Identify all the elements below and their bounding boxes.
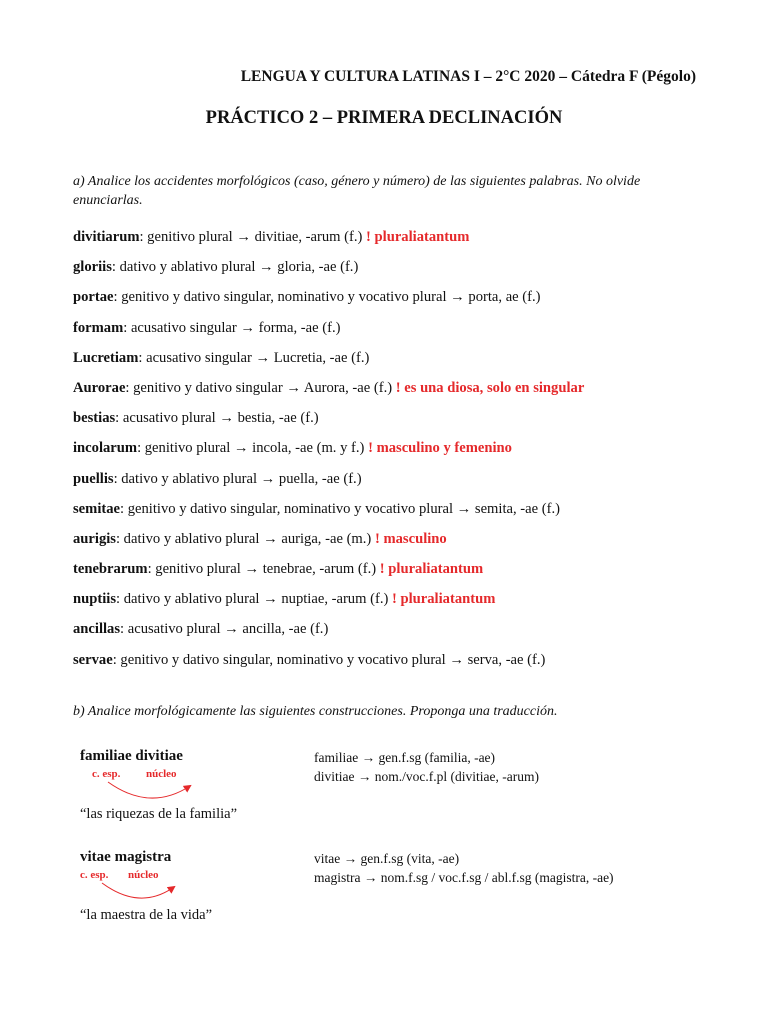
instruction-a: a) Analice los accidentes morfológicos (caso, género y número) de las siguientes palabras. No olvide enunciarlas. <box>73 174 641 208</box>
analysis-line: magistra → nom.f.sg / voc.f.sg / abl.f.sg (magistra, -ae) <box>314 870 614 885</box>
construction-analysis <box>314 849 614 887</box>
entry-analysis: : genitivo y dativo singular, nominativo y vocativo plural → porta, ae (f.) <box>113 289 541 306</box>
entry-word: Lucretiam <box>73 349 139 366</box>
entry-analysis: : dativo y ablativo plural → auriga, -ae (m.) <box>115 530 375 547</box>
entry-analysis: : acusativo plural → bestia, -ae (f.) <box>115 410 319 427</box>
entry-word: nuptiis <box>73 591 116 608</box>
construction-translation: “la maestra de la vida” <box>80 907 213 923</box>
construction-analysis <box>314 748 539 786</box>
entry-analysis: : acusativo plural → ancilla, -ae (f.) <box>120 621 329 638</box>
entry-word: aurigis <box>73 530 116 547</box>
entry-word: tenebrarum <box>73 561 148 578</box>
list-item <box>73 229 723 259</box>
entry-word: portae <box>73 289 114 306</box>
entry-word: servae <box>73 651 113 668</box>
entry-note: ! masculino y femenino <box>368 440 512 457</box>
construction-phrase: vitae magistra <box>80 849 172 865</box>
list-item <box>73 621 723 651</box>
list-item <box>73 652 723 682</box>
entry-word: gloriis <box>73 259 112 276</box>
entries-list <box>73 229 723 682</box>
entry-analysis: : genitivo plural → tenebrae, -arum (f.) <box>147 561 380 578</box>
analysis-line: familiae → gen.f.sg (familia, -ae) <box>314 750 496 765</box>
list-item <box>73 561 723 591</box>
list-item <box>73 410 723 440</box>
entry-word: semitae <box>73 500 121 517</box>
label-nucleus: núcleo <box>146 768 177 780</box>
construction-block <box>80 849 700 939</box>
entry-analysis: : genitivo y dativo singular, nominativo y vocativo plural → serva, -ae (f.) <box>112 651 546 668</box>
entry-analysis: : acusativo singular → Lucretia, -ae (f.) <box>138 349 370 366</box>
list-item <box>73 380 723 410</box>
construction-phrase: familiae divitiae <box>80 748 183 764</box>
entry-note: ! pluraliatantum <box>366 229 470 245</box>
analysis-line: vitae → gen.f.sg (vita, -ae) <box>314 851 460 866</box>
course-header: LENGUA Y CULTURA LATINAS I – 2°C 2020 – Cátedra F (Pégolo) <box>240 68 696 85</box>
list-item <box>73 320 723 350</box>
entry-analysis: : genitivo y dativo singular, nominativo y vocativo plural → semita, -ae (f.) <box>120 500 560 517</box>
list-item <box>73 259 723 289</box>
entry-word: ancillas <box>73 621 121 638</box>
entry-note: ! masculino <box>374 530 447 547</box>
entry-note: ! pluraliatantum <box>391 591 496 608</box>
construction-translation: “las riquezas de la familia” <box>80 806 238 822</box>
construction-block <box>80 748 700 838</box>
entry-analysis: : dativo y ablativo plural → puella, -ae (f.) <box>113 470 362 487</box>
list-item <box>73 289 723 319</box>
entry-word: formam <box>73 319 124 336</box>
label-nucleus: núcleo <box>128 869 159 881</box>
list-item <box>73 591 723 621</box>
entry-note: ! pluraliatantum <box>379 561 484 578</box>
entry-word: puellis <box>73 470 114 487</box>
label-complement: c. esp. <box>92 768 121 780</box>
entry-analysis: : genitivo plural → divitiae, -arum (f.) <box>139 229 367 245</box>
analysis-line: divitiae → nom./voc.f.pl (divitiae, -arum) <box>314 769 539 784</box>
list-item <box>73 501 723 531</box>
entry-word: bestias <box>73 410 116 427</box>
entry-analysis: : genitivo plural → incola, -ae (m. y f.) <box>137 440 369 457</box>
list-item <box>73 471 723 501</box>
entry-analysis: : genitivo y dativo singular → Aurora, -ae (f.) <box>125 379 396 396</box>
list-item <box>73 350 723 380</box>
page-title: PRÁCTICO 2 – PRIMERA DECLINACIÓN <box>205 108 563 128</box>
entry-analysis: : dativo y ablativo plural → gloria, -ae (f.) <box>111 259 359 276</box>
entry-word: divitiarum <box>73 229 140 245</box>
label-complement: c. esp. <box>80 869 109 881</box>
entry-word: Aurorae <box>73 379 126 396</box>
instruction-b: b) Analice morfológicamente las siguientes construcciones. Proponga una traducción. <box>73 704 558 719</box>
list-item <box>73 531 723 561</box>
list-item <box>73 440 723 470</box>
entry-analysis: : acusativo singular → forma, -ae (f.) <box>123 319 341 336</box>
entry-note: ! es una diosa, solo en singular <box>395 379 585 396</box>
entry-word: incolarum <box>73 440 138 457</box>
entry-analysis: : dativo y ablativo plural → nuptiae, -arum (f.) <box>116 591 392 608</box>
